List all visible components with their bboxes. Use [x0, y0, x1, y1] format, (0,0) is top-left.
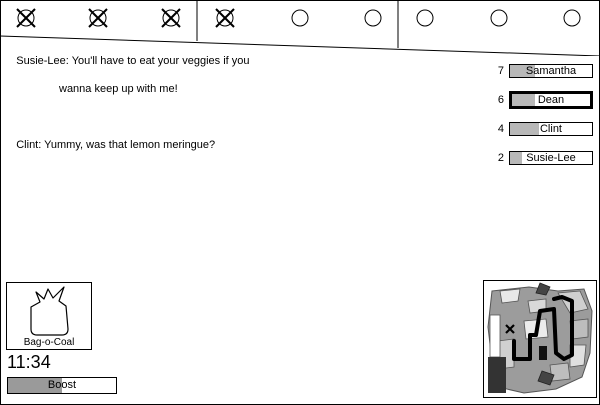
- boost-label: Boost: [47, 379, 77, 391]
- chat-speaker: Susie-Lee: [16, 55, 66, 67]
- player-name: Dean: [537, 94, 565, 106]
- slot-open: [488, 7, 510, 29]
- score-bar: [509, 91, 593, 109]
- chat-log: [4, 40, 304, 166]
- score-rank: 7: [497, 65, 504, 77]
- chat-text-continued: wanna keep up with me!: [59, 83, 178, 95]
- score-bar: [509, 122, 593, 136]
- chat-message: Susie-Lee: You'll have to eat your veggies if you wanna keep up with me!: [4, 40, 304, 124]
- score-rank: 6: [497, 94, 504, 106]
- boost-meter[interactable]: [7, 377, 117, 394]
- score-row-samantha: [488, 63, 598, 81]
- score-rank: 2: [497, 152, 504, 164]
- chat-message: Clint: Yummy, was that lemon meringue?: [16, 139, 216, 151]
- score-row-susie-lee: [488, 150, 598, 168]
- chat-speaker: Clint: [16, 139, 39, 151]
- slot-crossed: [87, 7, 109, 29]
- slot-crossed: [214, 7, 236, 29]
- slot-open: [362, 7, 384, 29]
- item-name: Bag-o-Coal: [23, 337, 75, 348]
- score-row-dean: [488, 92, 598, 110]
- player-name: Clint: [539, 123, 562, 135]
- score-row-clint: [488, 121, 598, 139]
- slot-crossed: [160, 7, 182, 29]
- race-timer: 11:34: [7, 352, 51, 372]
- score-rank: 4: [497, 123, 504, 135]
- bag-icon: [7, 283, 91, 337]
- minimap: [483, 280, 597, 398]
- item-slot[interactable]: [6, 282, 92, 350]
- player-name: Samantha: [525, 65, 577, 77]
- slot-open: [561, 7, 583, 29]
- slot-open: [414, 7, 436, 29]
- score-bar: [509, 64, 593, 78]
- chat-text: Yummy, was that lemon meringue?: [44, 139, 216, 151]
- slot-open: [289, 7, 311, 29]
- chat-text: You'll have to eat your veggies if you: [71, 55, 250, 67]
- player-name: Susie-Lee: [526, 152, 576, 164]
- slot-crossed: [15, 7, 37, 29]
- score-bar: [509, 151, 593, 165]
- minimap-canvas: [484, 281, 596, 397]
